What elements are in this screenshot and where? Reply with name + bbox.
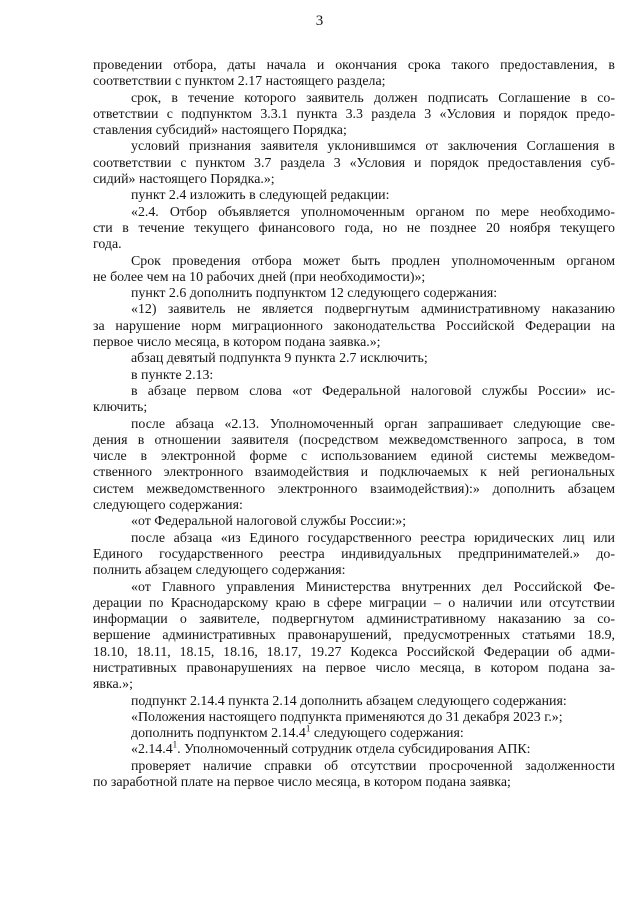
- text-line: [93, 286, 615, 302]
- text-line: [93, 319, 615, 335]
- text-fragment: следующего содержания:: [310, 726, 464, 742]
- text-fragment: «2.4. Отбор объявляется уполномоченным органом по мере необходимо-: [131, 204, 615, 220]
- text-fragment: числе в электронной форме с использованием единой системы межведом-: [93, 449, 615, 465]
- document-body: [93, 58, 615, 791]
- text-line: [93, 254, 615, 270]
- text-line: [93, 91, 615, 107]
- superscript: 1: [305, 723, 311, 734]
- text-fragment: «от Федеральной налоговой службы России:»;: [131, 514, 407, 530]
- text-line: [93, 580, 615, 596]
- text-line: [93, 661, 615, 677]
- text-fragment: условий признания заявителя уклонившимся от заключения Соглашения в: [131, 139, 615, 155]
- superscript: 1: [172, 739, 178, 750]
- text-fragment: «2.14.4: [131, 742, 173, 758]
- text-line: [93, 612, 615, 628]
- text-line: [93, 172, 615, 188]
- text-line: [93, 449, 615, 465]
- text-line: [93, 547, 615, 563]
- text-line: [93, 58, 615, 74]
- text-line: [93, 498, 615, 514]
- text-fragment: «12) заявитель не является подвергнутым административному наказанию: [131, 302, 615, 318]
- text-line: [93, 237, 615, 253]
- text-line: [93, 694, 615, 710]
- text-line: [93, 482, 615, 498]
- text-fragment: соответствии с пунктом 2.17 настоящего раздела;: [93, 74, 386, 90]
- text-line: [93, 188, 615, 204]
- text-line: [93, 677, 615, 693]
- text-fragment: нистративных правонарушениях на первое число месяца, в котором подана за-: [93, 660, 615, 676]
- text-fragment: дерации по Краснодарскому краю в сфере миграции – о наличии или отсутствии: [93, 595, 615, 611]
- text-fragment: вершение административных правонарушений, предусмотренных статьями 18.9,: [93, 628, 615, 644]
- text-line: [93, 107, 615, 123]
- text-fragment: явка.»;: [93, 677, 133, 693]
- text-fragment: Срок проведения отбора может быть продлен уполномоченным органом: [131, 253, 615, 269]
- text-line: [93, 596, 615, 612]
- text-fragment: ставления субсидий» настоящего Порядка;: [93, 123, 347, 139]
- text-fragment: «Положения настоящего подпункта применяются до 31 декабря 2023 г.»;: [131, 709, 563, 725]
- text-line: [93, 723, 615, 742]
- text-line: [93, 221, 615, 237]
- text-fragment: пункт 2.4 изложить в следующей редакции:: [131, 188, 390, 204]
- text-fragment: «от Главного управления Министерства внутренних дел Российской Фе-: [131, 579, 615, 595]
- text-fragment: первое число месяца, в котором подана заявка.»;: [93, 335, 381, 351]
- text-line: [93, 335, 615, 351]
- text-line: [93, 384, 615, 400]
- text-line: [93, 351, 615, 367]
- text-fragment: систем межведомственного электронного взаимодействия):» дополнить абзацем: [93, 481, 615, 497]
- text-line: [93, 123, 615, 139]
- text-fragment: за нарушение норм миграционного законодательства Российской Федерации на: [93, 318, 615, 334]
- text-fragment: следующего содержания:: [93, 498, 243, 514]
- text-fragment: 18.10, 18.11, 18.15, 18.16, 18.17, 19.27 Кодекса Российской Федерации об адми-: [93, 644, 615, 660]
- text-fragment: полнить абзацем следующего содержания:: [93, 563, 346, 579]
- text-fragment: после абзаца «2.13. Уполномоченный орган запрашивает следующие све-: [131, 416, 615, 432]
- text-fragment: информации о заявителе, подвергнутом административному наказанию за со-: [93, 612, 615, 628]
- text-fragment: в абзаце первом слова «от Федеральной налоговой службы России» ис-: [131, 383, 615, 399]
- text-line: [93, 433, 615, 449]
- text-fragment: подпункт 2.14.4 пункта 2.14 дополнить абзацем следующего содержания:: [131, 693, 567, 709]
- text-fragment: после абзаца «из Единого государственного реестра юридических лиц или: [131, 530, 615, 546]
- text-fragment: по заработной плате на первое число месяца, в котором подана заявка;: [93, 775, 511, 791]
- text-fragment: дения в отношении заявителя (посредством межведомственного запроса, в том: [93, 432, 615, 448]
- text-line: [93, 270, 615, 286]
- text-line: [93, 205, 615, 221]
- text-line: [93, 465, 615, 481]
- text-line: [93, 417, 615, 433]
- text-line: [93, 739, 615, 758]
- text-fragment: проверяет наличие справки об отсутствии просроченной задолженности: [131, 758, 615, 774]
- text-fragment: срок, в течение которого заявитель должен подписать Соглашение в со-: [131, 90, 615, 106]
- text-fragment: в пункте 2.13:: [131, 367, 214, 383]
- text-line: [93, 514, 615, 530]
- text-line: [93, 531, 615, 547]
- text-line: [93, 775, 615, 791]
- text-line: [93, 759, 615, 775]
- text-fragment: сидий» настоящего Порядка.»;: [93, 172, 275, 188]
- text-line: [93, 563, 615, 579]
- text-line: [93, 710, 615, 726]
- text-fragment: дополнить подпунктом 2.14.4: [131, 726, 306, 742]
- text-fragment: проведении отбора, даты начала и окончания срока такого предоставления, в: [93, 58, 615, 73]
- text-fragment: соответствии с пунктом 3.7 раздела 3 «Условия и порядок предоставления суб-: [93, 155, 615, 171]
- text-line: [93, 368, 615, 384]
- text-fragment: года.: [93, 237, 122, 253]
- page-number: 3: [315, 13, 324, 29]
- text-fragment: Единого государственного реестра индивидуальных предпринимателей.» до-: [93, 546, 615, 562]
- text-fragment: не более чем на 10 рабочих дней (при необходимости)»;: [93, 269, 426, 285]
- text-line: [93, 139, 615, 155]
- text-line: [93, 400, 615, 416]
- text-fragment: ответствии с подпунктом 3.3.1 пункта 3.3 раздела 3 «Условия и порядок предо-: [93, 106, 615, 122]
- text-fragment: ключить;: [93, 400, 148, 416]
- text-line: [93, 156, 615, 172]
- text-fragment: ственного электронного взаимодействия и подключаемых к ней региональных: [93, 465, 615, 481]
- text-line: [93, 645, 615, 661]
- text-fragment: пункт 2.6 дополнить подпунктом 12 следующего содержания:: [131, 286, 498, 302]
- text-fragment: . Уполномоченный сотрудник отдела субсидирования АПК:: [177, 742, 531, 758]
- text-fragment: абзац девятый подпункта 9 пункта 2.7 исключить;: [131, 351, 428, 367]
- text-fragment: сти в течение текущего финансового года, но не позднее 20 ноября текущего: [93, 220, 615, 236]
- text-line: [93, 74, 615, 90]
- text-line: [93, 628, 615, 644]
- text-line: [93, 302, 615, 318]
